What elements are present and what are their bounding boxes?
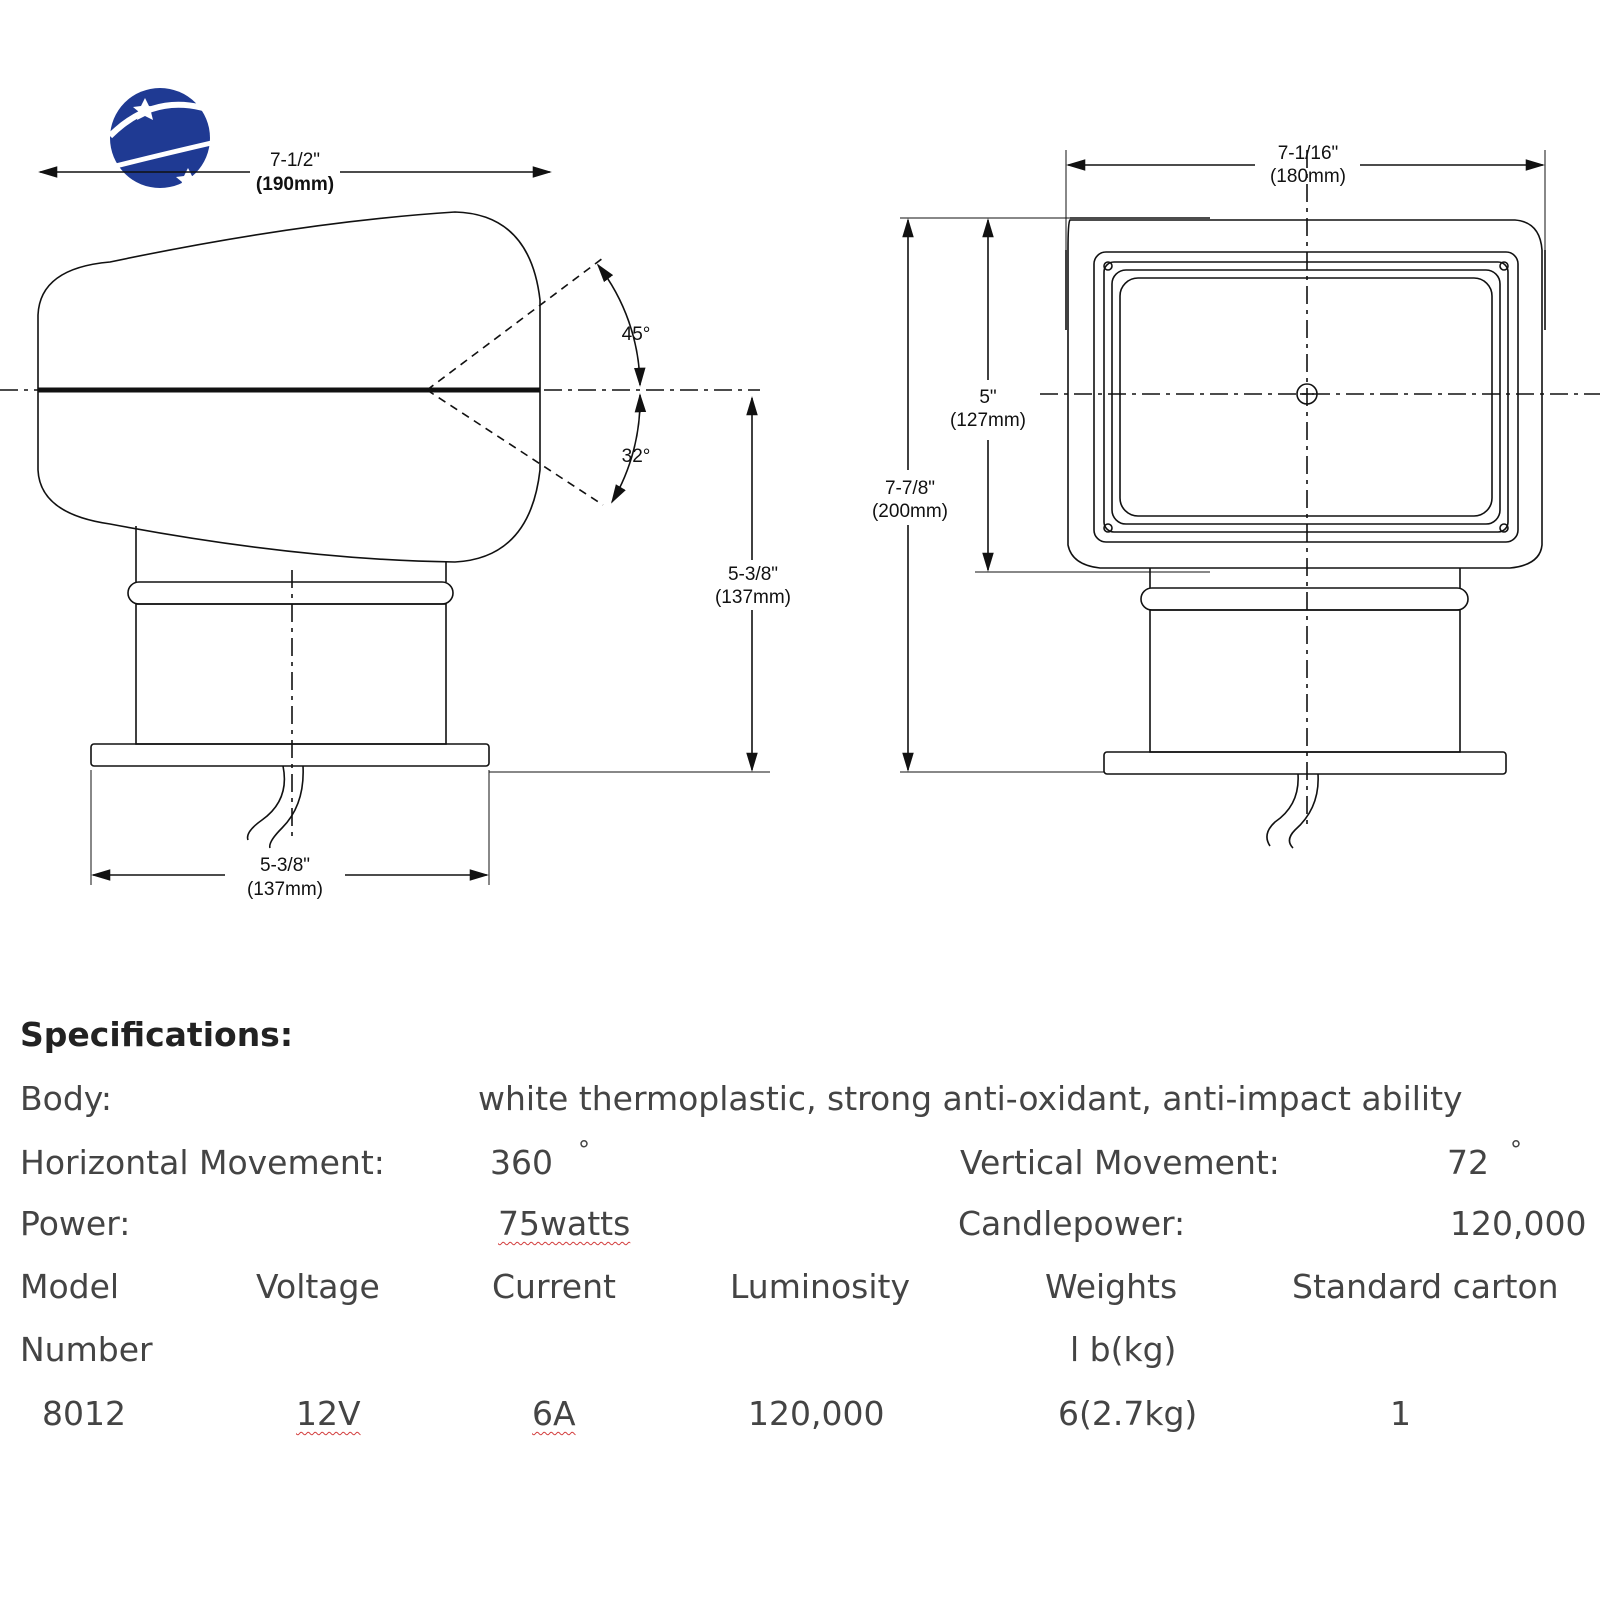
row-luminosity: 120,000 [748,1394,885,1433]
row-model: 8012 [42,1394,126,1433]
angle-up-label: 45° [621,324,651,345]
header-standard-carton: Standard carton [1292,1267,1559,1306]
lens-height-mm: (127mm) [949,410,1027,431]
specifications-title: Specifications: [20,1015,294,1054]
header-luminosity: Luminosity [730,1267,910,1306]
front-base-plate [1104,752,1506,774]
row-current: 6A [532,1394,576,1433]
vertical-degree-symbol: ° [1510,1136,1522,1164]
front-top-width-mm: (180mm) [1269,166,1347,187]
power-label: Power: [20,1204,131,1243]
side-cable [248,766,304,848]
header-number: Number [20,1330,153,1369]
total-height-label: 7-7/8" [884,478,936,499]
header-weight-unit: l b(kg) [1070,1330,1177,1369]
candlepower-value: 120,000 [1450,1204,1587,1243]
side-base-width-label: 5-3/8" [259,855,311,876]
side-lamp-head [38,212,540,562]
front-view [900,150,1600,848]
side-collar-ring [128,582,453,604]
front-top-width-label: 7-1/16" [1277,143,1339,164]
header-model: Model [20,1267,120,1306]
header-weights: Weights [1045,1267,1178,1306]
side-height-mm: (137mm) [714,587,792,608]
side-height-label: 5-3/8" [727,564,779,585]
header-voltage: Voltage [256,1267,380,1306]
total-height-mm: (200mm) [871,501,949,522]
vertical-movement-value: 72 [1447,1143,1489,1182]
candlepower-label: Candlepower: [958,1204,1186,1243]
power-value: 75watts [498,1204,631,1243]
body-label: Body: [20,1079,113,1118]
side-pedestal [136,604,446,744]
horizontal-movement-label: Horizontal Movement: [20,1143,385,1182]
header-current: Current [492,1267,616,1306]
side-top-width-label: 7-1/2" [269,150,321,171]
row-weight: 6(2.7kg) [1058,1394,1198,1433]
row-standard-carton: 1 [1390,1394,1411,1433]
side-base-plate [91,744,489,766]
lens-height-label: 5" [979,387,997,408]
front-collar-ring [1141,588,1468,610]
front-lens-frame [1094,252,1518,542]
front-pedestal [1150,610,1460,752]
side-base-width-mm: (137mm) [246,879,324,900]
side-top-width-mm: (190mm) [255,174,335,195]
horizontal-degree-symbol: ° [578,1136,590,1164]
horizontal-movement-value: 360 [490,1143,553,1182]
front-cable [1267,774,1318,848]
side-view [0,172,770,885]
vertical-movement-label: Vertical Movement: [960,1143,1280,1182]
angle-down-label: 32° [621,446,651,467]
row-voltage: 12V [296,1394,361,1433]
body-value: white thermoplastic, strong anti-oxidant, anti-impact ability [478,1079,1463,1118]
front-lens [1120,278,1492,516]
